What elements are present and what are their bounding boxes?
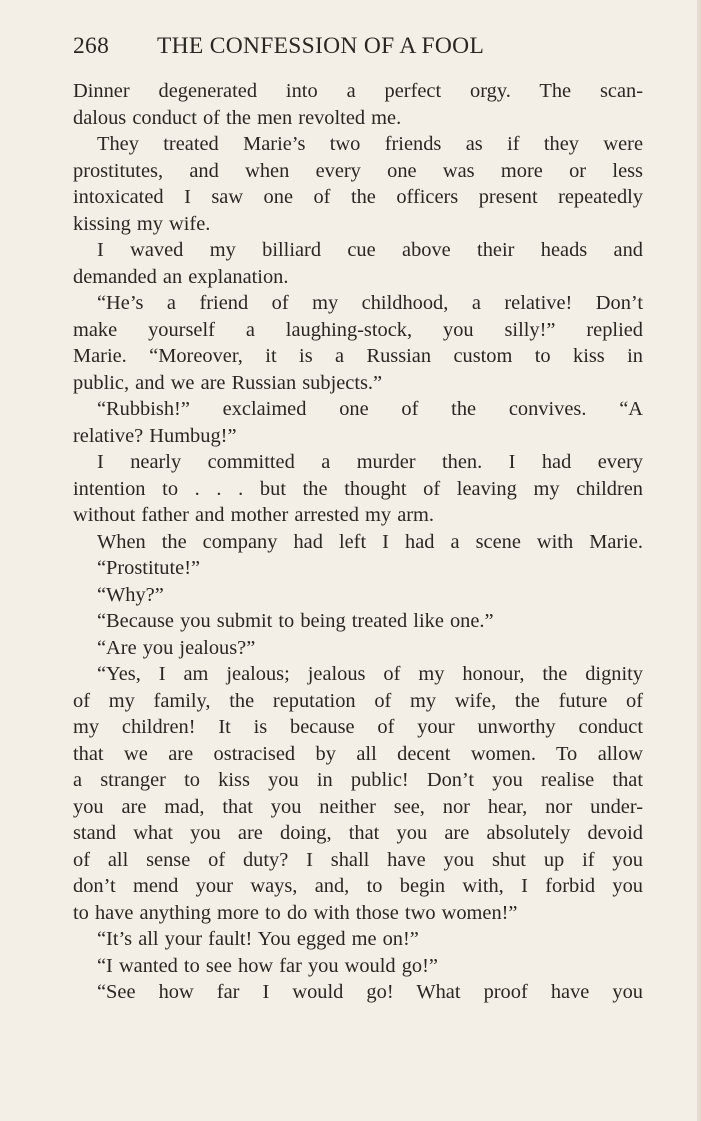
text-line: “It’s all your fault! You egged me on!”	[97, 928, 419, 950]
text-line: relative? Humbug!”	[73, 424, 237, 447]
text-line: “Prostitute!”	[97, 557, 201, 579]
running-title: THE CONFESSION OF A FOOL	[157, 33, 485, 59]
text-line: without father and mother arrested my arm.	[73, 504, 435, 526]
page-number: 268	[73, 33, 110, 59]
text-line: of my family, the reputation of my wife, the future of	[73, 689, 643, 712]
text-line: my children! It is because of your unworthy conduct	[73, 716, 643, 738]
text-line: “I wanted to see how far you would go!”	[97, 954, 438, 977]
text-line: prostitutes, and when every one was more or less	[73, 159, 643, 182]
text-line: kissing my wife.	[73, 212, 211, 235]
text-line: I waved my billiard cue above their heads and	[97, 239, 643, 261]
text-line: Dinner degenerated into a perfect orgy. The scan-	[73, 80, 643, 102]
text-line: you are mad, that you neither see, nor hear, nor under-	[73, 795, 643, 818]
page-edge	[697, 0, 701, 1121]
text-line: “Yes, I am jealous; jealous of my honour, the dignity	[97, 663, 643, 685]
text-line: Marie. “Moreover, it is a Russian custom to kiss in	[73, 345, 643, 367]
text-line: stand what you are doing, that you are absolutely devoid	[73, 822, 643, 844]
text-line: “Why?”	[97, 583, 164, 606]
text-line: to have anything more to do with those two women!”	[73, 901, 518, 924]
text-line: that we are ostracised by all decent women. To allow	[73, 742, 643, 765]
text-line: intoxicated I saw one of the officers present repeatedly	[73, 186, 643, 208]
body-text	[73, 78, 643, 1006]
text-line: dalous conduct of the men revolted me.	[73, 106, 402, 129]
text-line: make yourself a laughing-stock, you silly!” replied	[73, 318, 643, 341]
text-line: “He’s a friend of my childhood, a relative! Don’t	[97, 292, 643, 314]
text-line: demanded an explanation.	[73, 265, 289, 288]
text-line: a stranger to kiss you in public! Don’t you realise that	[73, 769, 643, 791]
text-line: public, and we are Russian subjects.”	[73, 371, 383, 394]
text-line: of all sense of duty? I shall have you shut up if you	[73, 848, 643, 871]
text-line: They treated Marie’s two friends as if they were	[97, 133, 643, 155]
text-line: “See how far I would go! What proof have you	[97, 981, 643, 1003]
text-line: “Are you jealous?”	[97, 636, 256, 659]
text-line: I nearly committed a murder then. I had every	[97, 451, 643, 473]
text-line: When the company had left I had a scene with Marie.	[97, 530, 643, 553]
running-head	[73, 30, 643, 62]
text-line: “Because you submit to being treated like one.”	[97, 610, 494, 632]
text-line: intention to . . . but the thought of leaving my children	[73, 477, 643, 500]
text-line: “Rubbish!” exclaimed one of the convives. “A	[97, 398, 643, 420]
text-line: don’t mend your ways, and, to begin with, I forbid you	[73, 875, 643, 897]
